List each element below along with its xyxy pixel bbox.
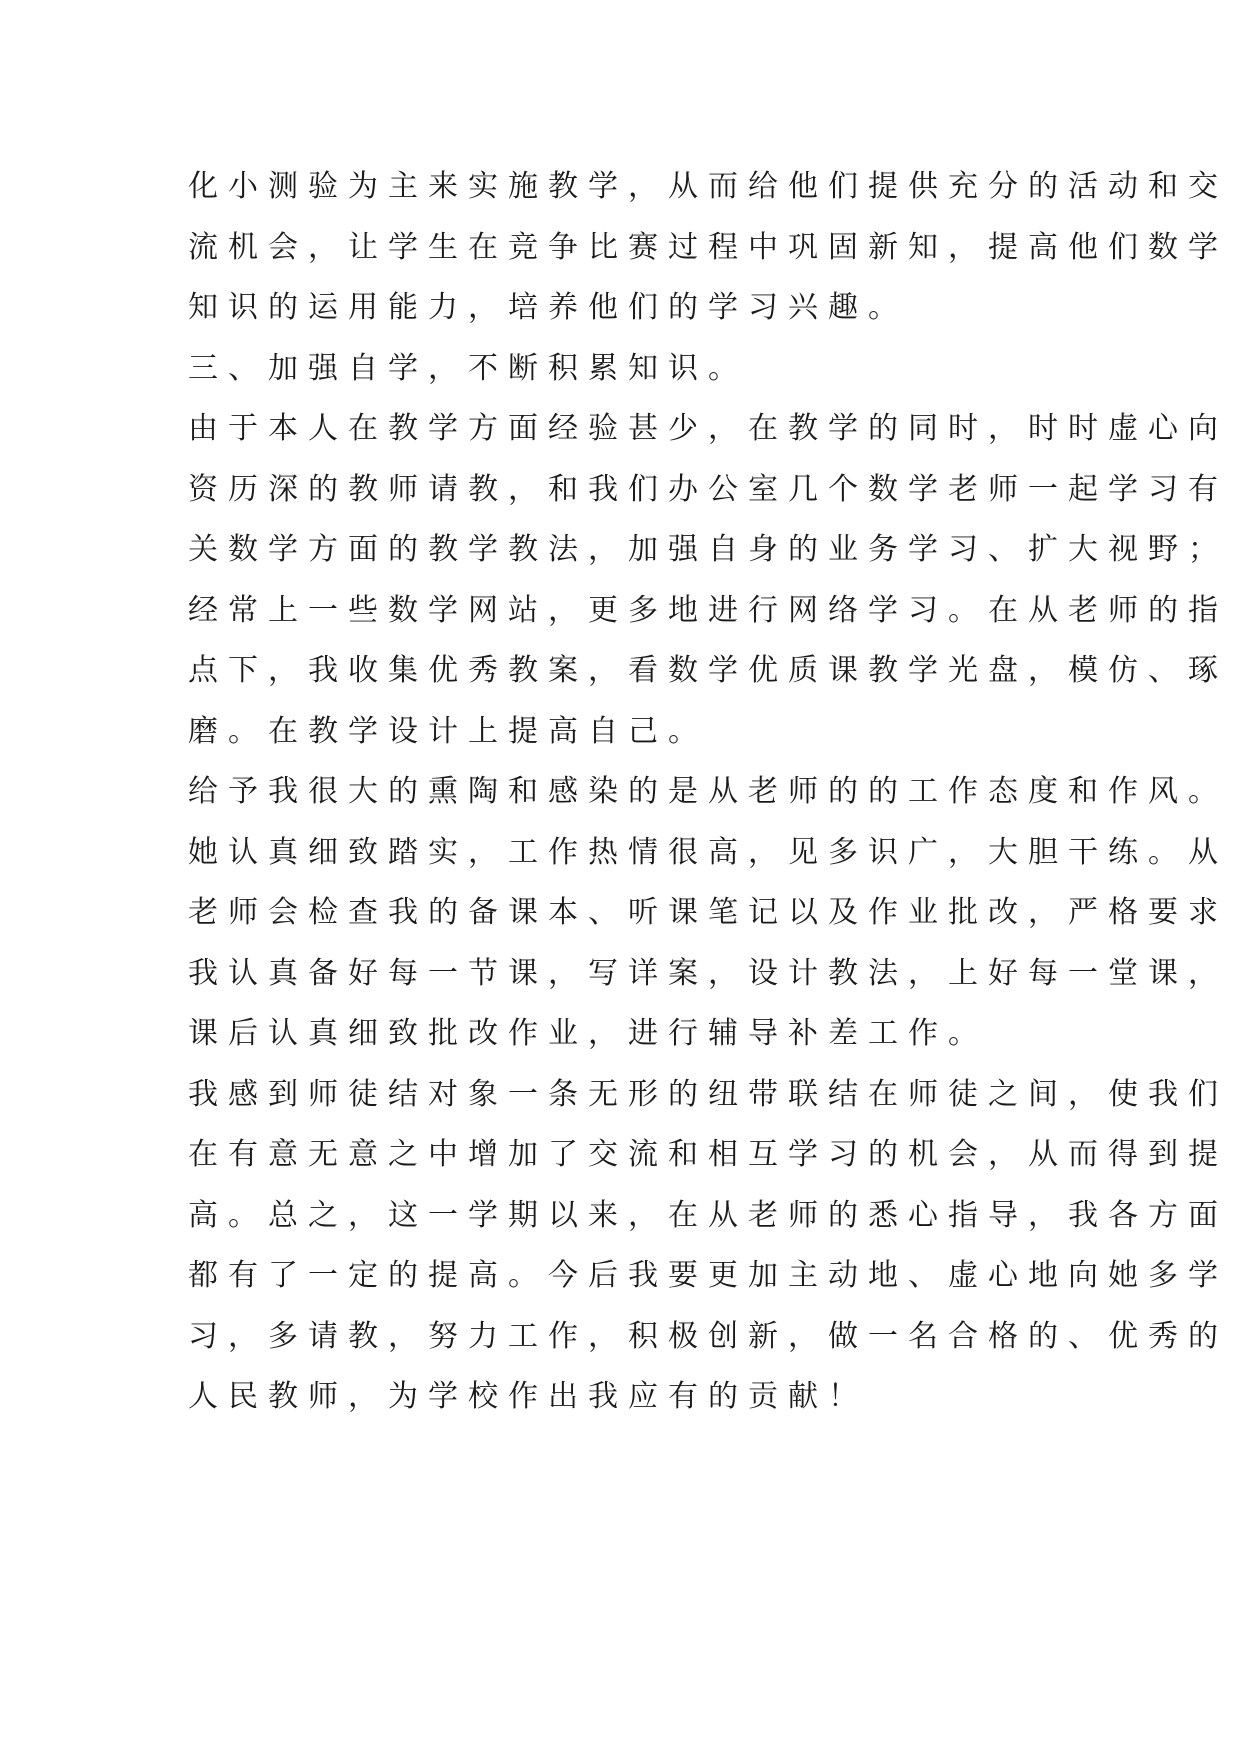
text-line: 由于本人在教学方面经验甚少，在教学的同时，时时虚心向	[188, 411, 1228, 446]
text-line: 给予我很大的熏陶和感染的是从老师的的工作态度和作风。	[188, 774, 1228, 809]
document-body	[188, 157, 1228, 1428]
text-line: 关数学方面的教学教法，加强自身的业务学习、扩大视野；	[188, 532, 1228, 567]
text-line: 化小测验为主来实施教学，从而给他们提供充分的活动和交	[188, 169, 1228, 204]
text-line: 流机会，让学生在竞争比赛过程中巩固新知，提高他们数学	[188, 229, 1228, 265]
text-line: 磨。在教学设计上提高自己。	[188, 713, 708, 749]
text-line: 都有了一定的提高。今后我要更加主动地、虚心地向她多学	[188, 1258, 1228, 1293]
section-heading: 三、加强自学，不断积累知识。	[188, 350, 748, 386]
text-line: 课后认真细致批改作业，进行辅导补差工作。	[188, 1016, 988, 1051]
text-line: 经常上一些数学网站，更多地进行网络学习。在从老师的指	[188, 592, 1228, 628]
text-line: 人民教师，为学校作出我应有的贡献！	[188, 1379, 868, 1414]
text-line: 高。总之，这一学期以来，在从老师的悉心指导，我各方面	[188, 1197, 1228, 1233]
text-line: 我认真备好每一节课，写详案，设计教法，上好每一堂课，	[188, 955, 1228, 991]
text-line: 在有意无意之中增加了交流和相互学习的机会，从而得到提	[188, 1137, 1228, 1172]
text-line: 知识的运用能力，培养他们的学习兴趣。	[188, 290, 908, 325]
text-line: 她认真细致踏实，工作热情很高，见多识广，大胆干练。从	[188, 834, 1228, 870]
text-line: 点下，我收集优秀教案，看数学优质课教学光盘，模仿、琢	[188, 653, 1228, 688]
text-line: 老师会检查我的备课本、听课笔记以及作业批改，严格要求	[188, 895, 1228, 930]
text-line: 我感到师徒结对象一条无形的纽带联结在师徒之间，使我们	[188, 1076, 1228, 1112]
text-line: 资历深的教师请教，和我们办公室几个数学老师一起学习有	[188, 471, 1228, 507]
text-line: 习，多请教，努力工作，积极创新，做一名合格的、优秀的	[188, 1318, 1228, 1354]
